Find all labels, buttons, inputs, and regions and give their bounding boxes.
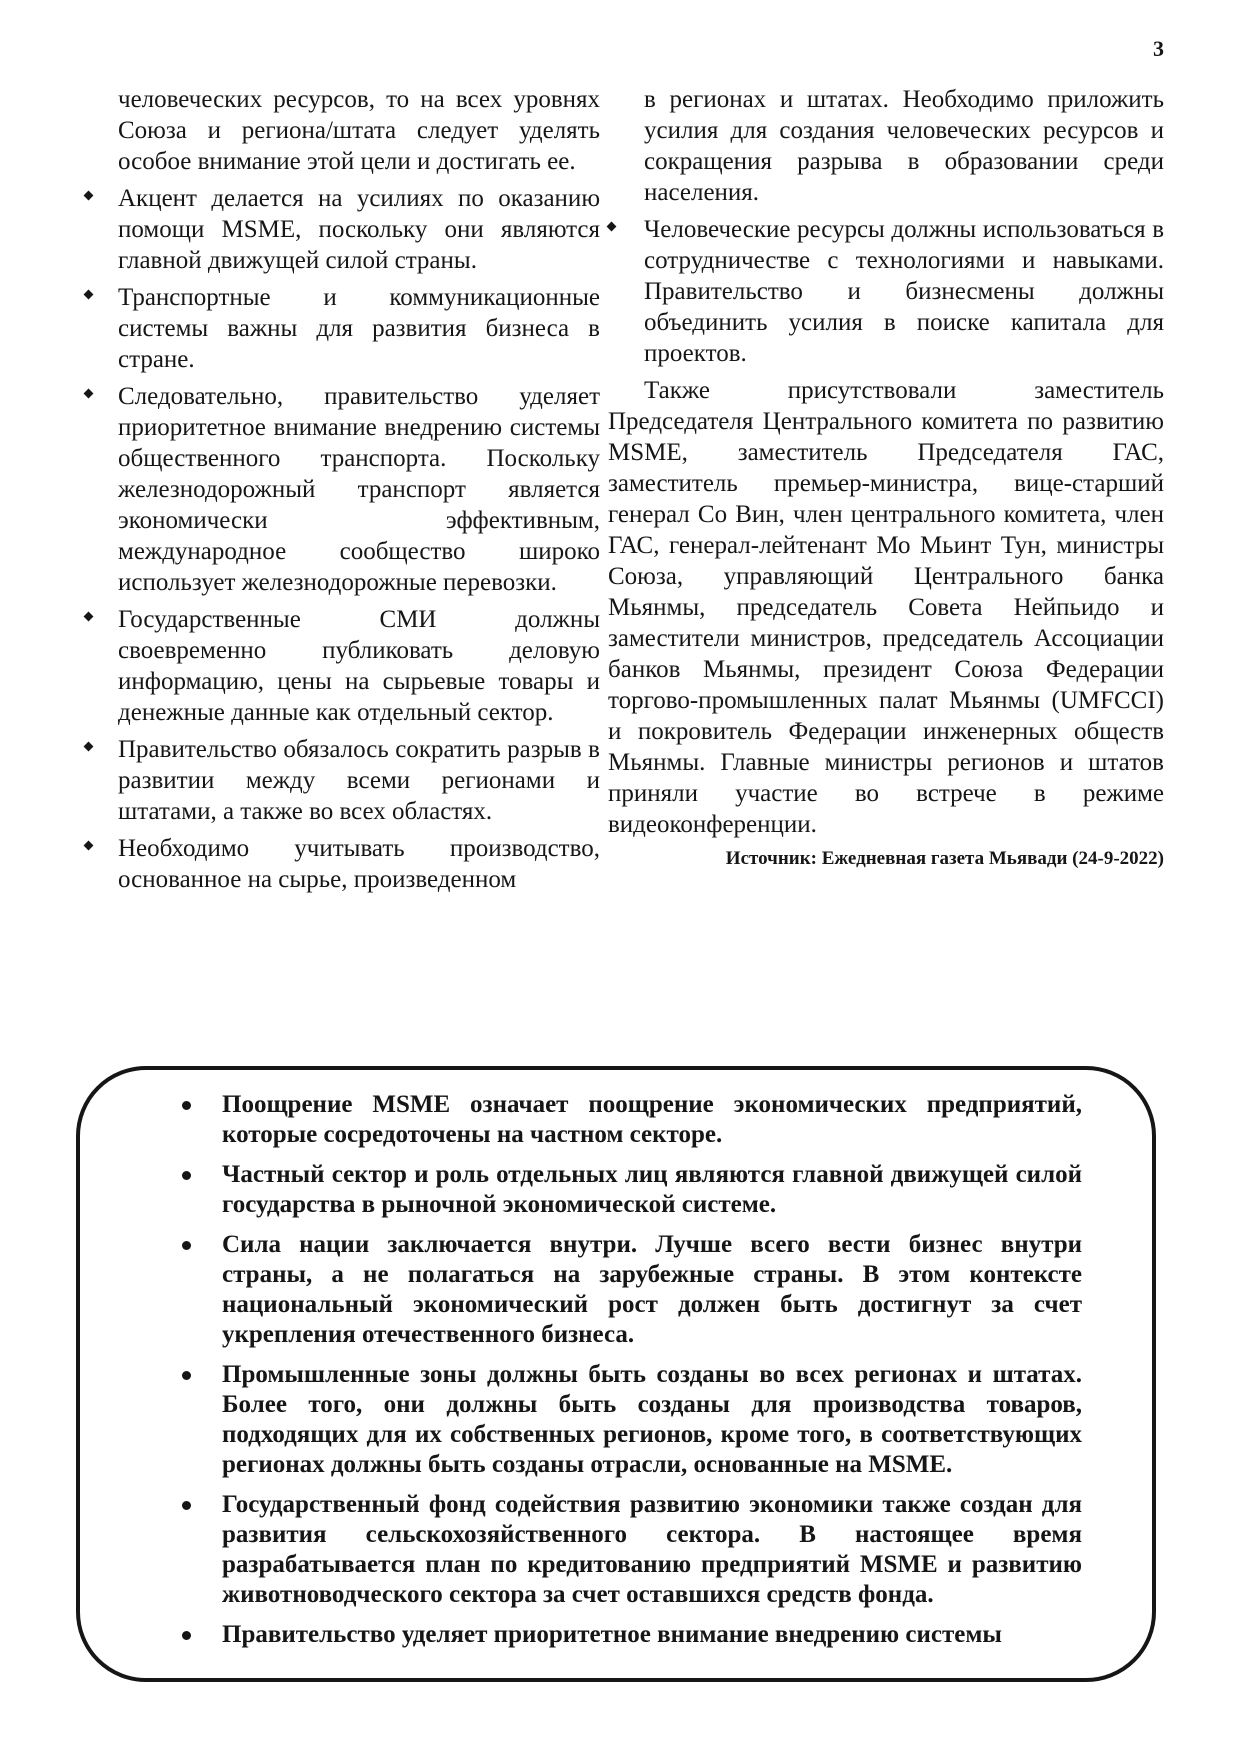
round-bullet-icon [182, 1631, 191, 1640]
diamond-bullet-icon [84, 191, 94, 201]
summary-item [146, 1490, 1082, 1610]
summary-item-text: Промышленные зоны должны быть созданы во всех регионах и штатах. Более того, они должны быть созданы для производства товаров, подходящих для их собственных регионов, кроме того, в соответствующих регионах должны быть созданы отрасли, основанные на MSME. [222, 1361, 1082, 1478]
diamond-bullet-icon [84, 612, 94, 622]
summary-item-text: Сила нации заключается внутри. Лучше всего вести бизнес внутри страны, а не полагаться на зарубежные страны. В этом контексте национальный экономический рост должен быть достигнут за счет укрепления отечественного бизнеса. [222, 1231, 1082, 1348]
left-column [118, 84, 600, 1058]
summary-item [146, 1230, 1082, 1350]
attendees-paragraph: Также присутствовали заместитель Председателя Центрального комитета по развитию MSME, заместитель Председателя ГАС, заместитель премьер-министра, вице-старший генерал Со Вин, член центрального комитета, член ГАС, генерал-лейтенант Мо Мьинт Тун, министры Союза, управляющий Центрального банка Мьянмы, председатель Совета Нейпьидо и заместители министров, председатель Ассоциации банков Мьянмы, президент Союза Федерации торгово-промышленных палат Мьянмы (UMFCCI) и покровитель Федерации инженерных обществ Мьянмы. Главные министры регионов и штатов приняли участие во встрече в режиме видеоконференции. [608, 377, 1164, 838]
page-number: 3 [1153, 36, 1164, 61]
diamond-bullet-icon [84, 742, 94, 752]
left-bullet-text: Транспортные и коммуникационные системы важны для развития бизнеса в стране. [118, 284, 600, 373]
left-bullet-text: Акцент делается на усилиях по оказанию помощи MSME, поскольку они являются главной движущей силой страны. [118, 185, 600, 274]
round-bullet-icon [182, 1101, 191, 1110]
left-bullet-text: Следовательно, правительство уделяет приоритетное внимание внедрению системы общественного транспорта. Поскольку железнодорожный транспорт является экономически эффективным, международное сообщество широко использует железнодорожные перевозки. [118, 383, 600, 596]
left-bullet-item [118, 833, 600, 895]
left-bullet-text: Необходимо учитывать производство, основанное на сырье, произведенном [118, 835, 600, 893]
right-bullet-item [644, 214, 1164, 369]
round-bullet-icon [182, 1241, 191, 1250]
summary-item [146, 1360, 1082, 1480]
right-continuation-text: в регионах и штатах. Необходимо приложить усилия для создания человеческих ресурсов и сокращения разрыва в образовании среди населения. [644, 86, 1164, 206]
left-bullet-item [118, 734, 600, 827]
summary-item-text: Государственный фонд содействия развитию экономики также создан для развития сельскохозяйственного сектора. В настоящее время разрабатывается план по кредитованию предприятий MSME и развитию животноводческого сектора за счет оставшихся средств фонда. [222, 1491, 1082, 1608]
left-bullet-text: Государственные СМИ должны своевременно публиковать деловую информацию, цены на сырьевые товары и денежные данные как отдельный сектор. [118, 606, 600, 726]
right-bullet-text: Человеческие ресурсы должны использоваться в сотрудничестве с технологиями и навыками. Правительство и бизнесмены должны объединить усилия в поиске капитала для проектов. [644, 216, 1164, 367]
round-bullet-icon [182, 1171, 191, 1180]
round-bullet-icon [182, 1371, 191, 1380]
right-column [608, 84, 1164, 1058]
article-columns [118, 84, 1164, 1058]
left-bullet-item [118, 282, 600, 375]
diamond-bullet-icon [84, 841, 94, 851]
round-bullet-icon [182, 1501, 191, 1510]
left-continuation-text: человеческих ресурсов, то на всех уровнях Союза и региона/штата следует уделять особое внимание этой цели и достигать ее. [118, 86, 600, 175]
summary-item [146, 1090, 1082, 1150]
summary-item-text: Поощрение MSME означает поощрение экономических предприятий, которые сосредоточены на частном секторе. [222, 1091, 1082, 1148]
summary-item [146, 1160, 1082, 1220]
summary-item-text: Частный сектор и роль отдельных лиц являются главной движущей силой государства в рыночной экономической системе. [222, 1161, 1082, 1218]
diamond-bullet-icon [84, 389, 94, 399]
source-citation: Источник: Ежедневная газета Мьявади (24-9-2022) [725, 848, 1164, 869]
left-bullet-text: Правительство обязалось сократить разрыв в развитии между всеми регионами и штатами, а также во всех областях. [118, 736, 600, 825]
left-bullet-item [118, 183, 600, 276]
diamond-bullet-icon [607, 222, 617, 232]
summary-item-text: Правительство уделяет приоритетное внимание внедрению системы [222, 1621, 1002, 1648]
diamond-bullet-icon [84, 290, 94, 300]
left-bullet-item [118, 604, 600, 728]
summary-box [76, 1066, 1156, 1682]
summary-item [146, 1620, 1082, 1650]
left-bullet-item [118, 381, 600, 598]
